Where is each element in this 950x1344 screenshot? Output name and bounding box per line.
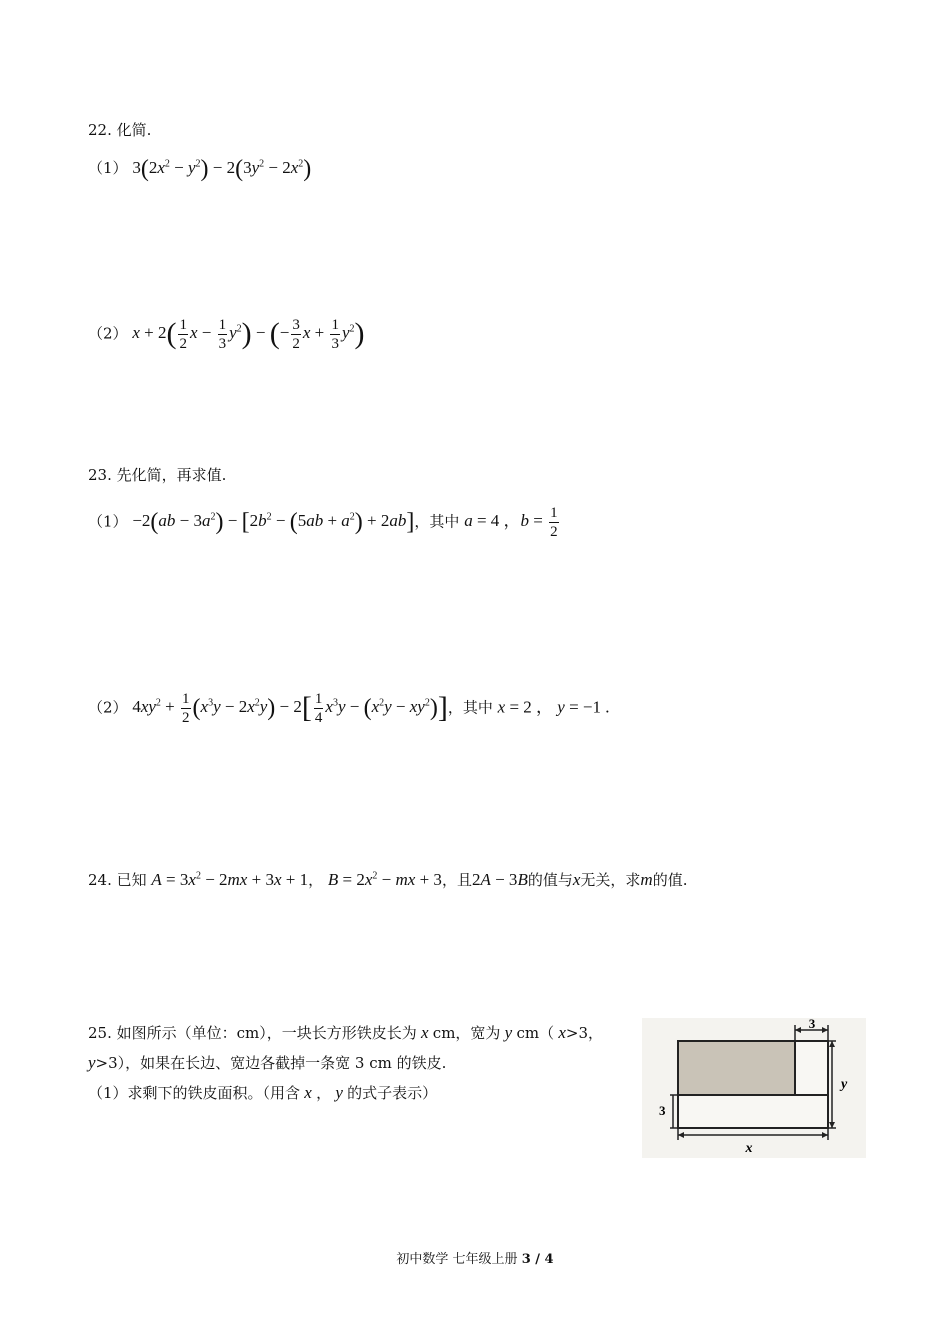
q25-line3 xyxy=(88,1083,437,1103)
q24-suffix: 的值. xyxy=(652,871,688,889)
q23-part2-expr: $4xy^2$ + $\frac{1}{2}$ $(x^3y - 2x^2y) - 2$[ $\frac{1}{4}$ $x^3y - (x^2y - xy^2)$] xyxy=(132,691,448,726)
q25-line3-b: ， xyxy=(316,1084,332,1102)
q23-part1-expr: $-2(ab - 3a^2) - [2b^2 - (5ab + a^2) + 2ab]$ xyxy=(132,509,415,536)
page-footer xyxy=(0,1248,950,1267)
q24-expr-a: $A = 3x^2 - 2mx + 3x + 1$ xyxy=(151,870,309,889)
page-number: 3 / 4 xyxy=(521,1252,554,1267)
q25-line2 xyxy=(88,1053,446,1073)
right-strip xyxy=(795,1041,828,1095)
q23-part1-label: （1） xyxy=(88,512,128,531)
q25-line1-d: >3， xyxy=(565,1024,604,1042)
bottom-strip xyxy=(678,1095,828,1128)
q23-part1 xyxy=(88,504,561,541)
q25-var-y3: y xyxy=(335,1083,343,1102)
q23-part2-cond: ，其中 xyxy=(447,698,493,717)
q23-part1-values: a = 4 ，b = $\frac{1}{2}$ xyxy=(464,505,558,540)
q23-part2-values: x = 2 ， y = −1 . xyxy=(497,697,610,717)
q24-mid3: 的值与 xyxy=(527,871,573,889)
q22-part1-expr: $3(2x^2 - y^2) - 2(3y^2 - 2x^2)$ xyxy=(132,156,312,183)
q25-line3-c: 的式子表示） xyxy=(347,1084,438,1102)
q24-var-m: m xyxy=(640,870,653,889)
q22-part2 xyxy=(88,316,365,353)
q23-part1-cond: ，其中 xyxy=(414,512,460,531)
q22-title: 22. 化简. xyxy=(88,121,152,139)
q23-title: 23. 先化简，再求值. xyxy=(88,466,227,484)
q24-expr-c: 2A − 3B xyxy=(471,870,528,889)
q25-var-y1: y xyxy=(504,1023,513,1042)
fig-left-label: 3 xyxy=(659,1103,666,1118)
q23-part2-label: （2） xyxy=(88,698,128,717)
q25-line3-a: （1）求剩下的铁皮面积。（用含 xyxy=(88,1084,301,1102)
fig-side-label: y xyxy=(841,1077,848,1092)
fig-bottom-label: x xyxy=(745,1141,753,1156)
q24-var-x: x xyxy=(572,870,581,889)
shaded-rectangle xyxy=(678,1041,795,1095)
q24-prefix: 24. 已知 xyxy=(88,871,147,889)
q24 xyxy=(88,870,687,890)
q25-var-y2: y xyxy=(88,1053,96,1072)
q25-line1-b: cm，宽为 xyxy=(432,1024,501,1042)
q24-mid2: ，且 xyxy=(441,871,472,889)
q24-expr-b: $B = 2x^2$ − mx + 3 xyxy=(327,870,442,889)
q25-var-x2: x xyxy=(558,1023,566,1042)
q25-figure-svg xyxy=(642,1018,866,1158)
q22-part1 xyxy=(88,156,312,183)
q25-line1 xyxy=(88,1023,603,1043)
q25-line1-c: cm（ xyxy=(516,1024,555,1042)
q22-part2-expr: x + 2( $\frac{1}{2}$ x − $\frac{1}{3}$ $y^2$) − (− $\frac{3}{2}$ x + $\frac{1}{3}$ $y^2$) xyxy=(132,317,365,352)
q25-line2-a: >3），如果在长边、宽边各截掉一条宽 3 cm 的铁皮. xyxy=(95,1054,447,1072)
q22-part2-label: （2） xyxy=(88,324,128,343)
q24-mid4: 无关，求 xyxy=(580,871,641,889)
q22-part1-label: （1） xyxy=(88,159,128,177)
q24-mid1: ， xyxy=(308,871,324,889)
q25-figure xyxy=(642,1018,866,1158)
footer-text: 初中数学 七年级上册 xyxy=(396,1252,518,1267)
fig-top-label: 3 xyxy=(808,1018,816,1031)
q25-var-x1: x xyxy=(421,1023,429,1042)
q25-line1-a: 25. 如图所示（单位：cm），一块长方形铁皮长为 xyxy=(88,1024,417,1042)
q25-var-x3: x xyxy=(304,1083,312,1102)
q23-part2 xyxy=(88,690,610,727)
